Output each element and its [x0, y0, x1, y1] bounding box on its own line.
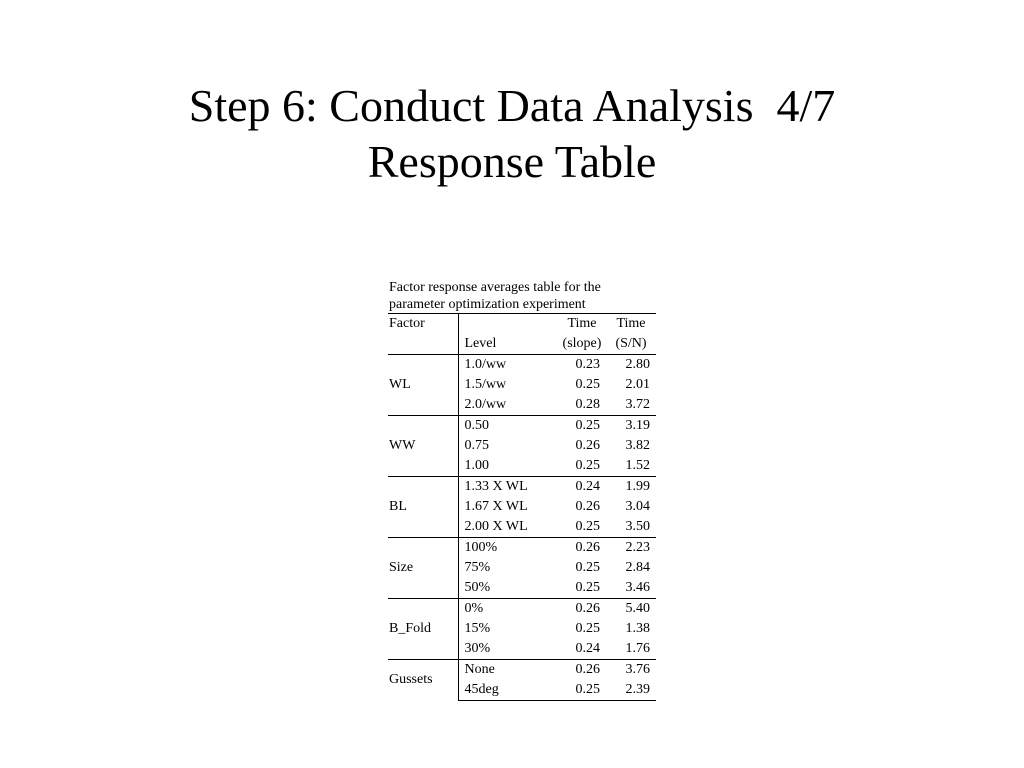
- sn-cell: 5.40: [606, 599, 656, 620]
- sn-cell: 1.99: [606, 477, 656, 498]
- level-cell: 0.75: [464, 438, 489, 453]
- slope-cell: 0.25: [575, 377, 600, 392]
- slope-cell: 0.25: [558, 416, 606, 437]
- sn-cell: 3.19: [606, 416, 656, 437]
- table-caption-line2: parameter optimization experiment: [389, 297, 586, 312]
- slope-cell: 0.24: [575, 641, 600, 656]
- slope-cell: 0.23: [558, 355, 606, 376]
- level-cell: 2.0/ww: [464, 397, 507, 412]
- sn-cell: 3.04: [625, 499, 650, 514]
- header-slope-bottom: (slope): [562, 336, 602, 351]
- level-cell: None: [458, 660, 558, 681]
- slide-title-line2: Response Table: [367, 136, 657, 187]
- table-row: [388, 355, 656, 376]
- table-row: [388, 477, 656, 498]
- factor-cell: BL: [388, 477, 458, 538]
- sn-cell: 3.46: [625, 580, 650, 595]
- slope-cell: 0.26: [575, 499, 600, 514]
- sn-cell: 2.39: [606, 680, 656, 701]
- table-row: [388, 538, 656, 559]
- slope-cell: 0.25: [575, 458, 600, 473]
- sn-cell: 2.80: [606, 355, 656, 376]
- slope-cell: 0.24: [558, 477, 606, 498]
- table-row: [388, 416, 656, 437]
- header-sn-bottom: (S/N): [615, 336, 647, 351]
- table-header-row-2: [388, 334, 656, 355]
- table-caption: [388, 279, 658, 313]
- factor-cell: Gussets: [388, 660, 458, 701]
- factor-cell: WW: [388, 416, 458, 477]
- level-cell: 75%: [464, 560, 491, 575]
- slope-cell: 0.28: [575, 397, 600, 412]
- header-sn-top: Time: [606, 314, 656, 335]
- header-factor: Factor: [388, 314, 458, 335]
- slope-cell: 0.25: [575, 560, 600, 575]
- slide-title-line1: Step 6: Conduct Data Analysis 4/7: [188, 80, 836, 131]
- header-slope-top: Time: [558, 314, 606, 335]
- sn-cell: 3.50: [625, 519, 650, 534]
- sn-cell: 1.76: [625, 641, 650, 656]
- level-cell: 1.0/ww: [458, 355, 558, 376]
- level-cell: 1.5/ww: [464, 377, 507, 392]
- level-cell: 100%: [458, 538, 558, 559]
- slide-title: [0, 78, 1024, 190]
- level-cell: 1.67 X WL: [464, 499, 528, 514]
- sn-cell: 2.01: [625, 377, 650, 392]
- slope-cell: 0.25: [575, 519, 600, 534]
- sn-cell: 1.38: [625, 621, 650, 636]
- header-level: Level: [464, 336, 497, 351]
- response-table-container: [388, 279, 658, 701]
- table-header-row: [388, 314, 656, 335]
- sn-cell: 3.76: [606, 660, 656, 681]
- level-cell: 30%: [464, 641, 491, 656]
- level-cell: 15%: [464, 621, 491, 636]
- sn-cell: 3.72: [625, 397, 650, 412]
- slope-cell: 0.26: [558, 538, 606, 559]
- level-cell: 1.00: [464, 458, 489, 473]
- slope-cell: 0.26: [558, 660, 606, 681]
- sn-cell: 3.82: [625, 438, 650, 453]
- level-cell: 0%: [458, 599, 558, 620]
- factor-cell: WL: [388, 355, 458, 416]
- table-row: [388, 660, 656, 681]
- table-row: [388, 599, 656, 620]
- slope-cell: 0.25: [575, 580, 600, 595]
- slope-cell: 0.25: [575, 621, 600, 636]
- slope-cell: 0.26: [558, 599, 606, 620]
- slope-cell: 0.25: [558, 680, 606, 701]
- table-caption-line1: Factor response averages table for the: [389, 280, 601, 295]
- factor-cell: B_Fold: [388, 599, 458, 660]
- factor-cell: Size: [388, 538, 458, 599]
- level-cell: 0.50: [458, 416, 558, 437]
- level-cell: 2.00 X WL: [464, 519, 528, 534]
- slope-cell: 0.26: [575, 438, 600, 453]
- level-cell: 1.33 X WL: [458, 477, 558, 498]
- sn-cell: 2.84: [625, 560, 650, 575]
- level-cell: 45deg: [458, 680, 558, 701]
- sn-cell: 2.23: [606, 538, 656, 559]
- response-table: [388, 313, 656, 701]
- level-cell: 50%: [464, 580, 491, 595]
- sn-cell: 1.52: [625, 458, 650, 473]
